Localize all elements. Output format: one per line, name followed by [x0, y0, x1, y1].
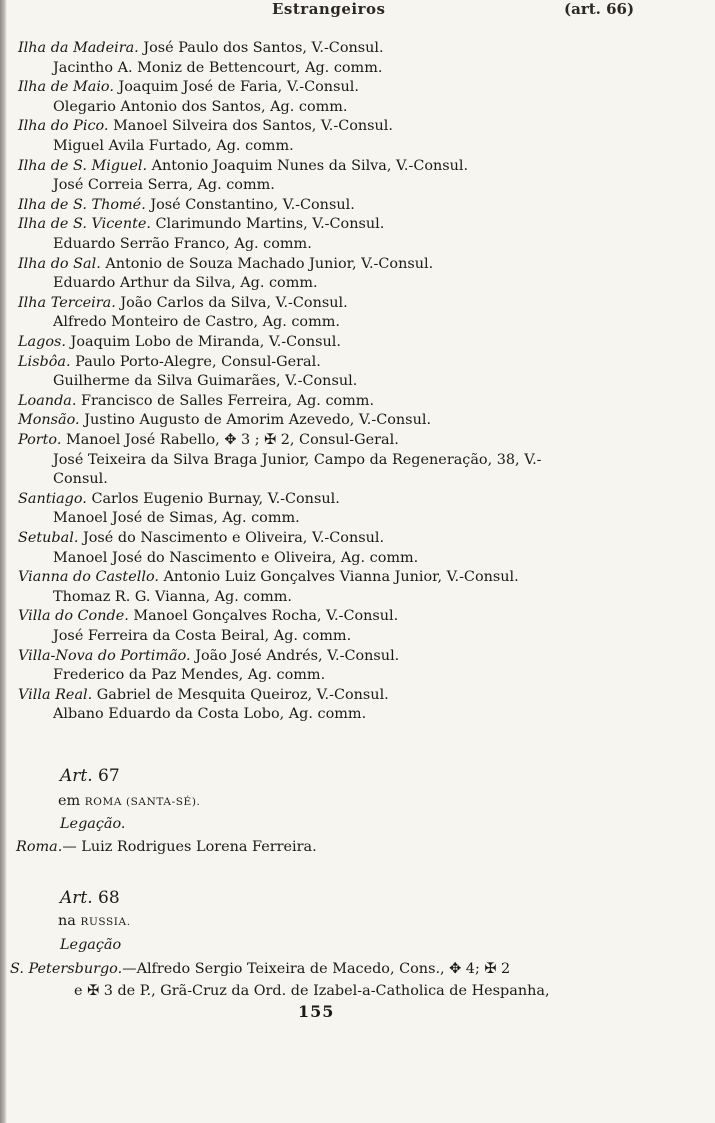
entry-text: José Ferreira da Costa Beiral, Ag. comm.: [53, 628, 352, 644]
consul-entry: [18, 392, 374, 412]
article-68-entry: [10, 960, 510, 980]
article-label: Art.: [60, 766, 93, 786]
consul-entry: [18, 353, 321, 373]
entry-place: Setubal.: [18, 530, 79, 546]
entry-place: S. Petersburgo.: [10, 961, 123, 977]
consul-entry: [53, 588, 292, 608]
article-label: Art.: [60, 888, 93, 908]
page-binding-edge: [0, 0, 7, 1123]
consul-entry: [18, 490, 340, 510]
consul-entry: [53, 98, 348, 118]
entry-text: Eduardo Serrão Franco, Ag. comm.: [53, 236, 312, 252]
consul-entry: [53, 509, 300, 529]
entry-place: Ilha de S. Thomé.: [18, 196, 146, 213]
consul-entry: [53, 705, 366, 725]
entry-text: Antonio Luiz Gonçalves Vianna Junior, V.-Consul.: [158, 569, 519, 586]
entry-place: Santiago.: [18, 490, 87, 507]
entry-text: Manoel Silveira dos Santos, V.-Consul.: [108, 118, 393, 135]
entry-text: Joaquim Lobo de Miranda, V.-Consul.: [65, 334, 341, 350]
entry-text: Eduardo Arthur da Silva, Ag. comm.: [53, 275, 318, 292]
entry-text: José Constantino, V.-Consul.: [145, 196, 355, 213]
consul-entry: [18, 117, 393, 137]
consul-entry: [18, 157, 468, 177]
entry-text: Paulo Porto-Alegre, Consul-Geral.: [70, 353, 321, 370]
entry-text: José Teixeira da Silva Braga Junior, Campo da Regeneração, 38, V.-: [53, 451, 542, 468]
consul-entry: [18, 529, 384, 549]
entry-place: Lisbôa.: [18, 353, 71, 370]
consul-entry: [53, 451, 542, 471]
entry-place: Porto.: [18, 432, 62, 448]
entry-place: Villa do Conde.: [18, 608, 129, 625]
consul-entry: [18, 411, 431, 431]
location-preposition: na: [58, 913, 81, 929]
entry-place: Roma.: [16, 839, 63, 855]
consul-entry: [18, 568, 519, 588]
entry-place: Vianna do Castello.: [18, 569, 159, 586]
entry-text: Jacintho A. Moniz de Bettencourt, Ag. comm.: [53, 59, 383, 76]
article-67-legation: Legação.: [60, 816, 126, 832]
consul-entry: [53, 59, 382, 79]
entry-place: Ilha do Pico.: [18, 118, 109, 135]
entry-text: José do Nascimento e Oliveira, V.-Consul.: [78, 530, 385, 546]
consul-entry: [53, 666, 325, 686]
entry-text: João José Andrés, V.-Consul.: [190, 647, 400, 664]
entry-text: Manoel José do Nascimento e Oliveira, Ag. comm.: [53, 549, 419, 566]
entry-place: Ilha Terceira.: [18, 294, 116, 311]
consul-entry: [18, 686, 389, 706]
entry-place: Ilha de S. Vicente.: [18, 216, 151, 233]
article-68-continuation: e ✠ 3 de P., Grã-Cruz da Ord. de Izabel-a-Catholica de Hespanha,: [74, 983, 550, 999]
entry-text: Alfredo Monteiro de Castro, Ag. comm.: [53, 314, 340, 331]
entry-text: Antonio de Souza Machado Junior, V.-Consul.: [100, 255, 434, 272]
consul-entry: [18, 78, 359, 98]
entry-text: Antonio Joaquim Nunes da Silva, V.-Consul.: [147, 157, 469, 174]
entry-place: Ilha de S. Miguel.: [18, 157, 148, 174]
entry-place: Ilha de Maio.: [18, 79, 114, 96]
entry-place: Villa-Nova do Portimão.: [18, 647, 191, 664]
consul-entry: [18, 607, 398, 627]
entry-text: José Paulo dos Santos, V.-Consul.: [138, 40, 384, 56]
entry-text: Olegario Antonio dos Santos, Ag. comm.: [53, 98, 348, 115]
location-detail: (SANTA-SÉ).: [122, 796, 201, 808]
entry-text: Frederico da Paz Mendes, Ag. comm.: [53, 667, 326, 684]
entry-text: Miguel Avila Furtado, Ag. comm.: [53, 138, 294, 154]
consul-entry: [53, 137, 294, 157]
entry-text: Manoel José de Simas, Ag. comm.: [53, 510, 300, 527]
consul-entry: [18, 431, 399, 451]
entry-place: Ilha da Madeira.: [18, 40, 139, 56]
entry-text: Consul.: [53, 471, 108, 488]
consul-entry: [18, 647, 399, 667]
consul-entry: [18, 333, 341, 353]
entry-person: — Luiz Rodrigues Lorena Ferreira.: [62, 839, 317, 855]
entry-text: Thomaz R. G. Vianna, Ag. comm.: [53, 588, 292, 605]
location-country: ROMA: [84, 796, 122, 808]
article-68-location: [58, 912, 131, 932]
running-header: [0, 0, 715, 18]
header-article-ref: (art. 66): [564, 0, 635, 18]
consul-entry: [53, 470, 108, 490]
entry-place: Monsão.: [18, 412, 80, 429]
entry-place: Ilha do Sal.: [18, 255, 101, 272]
consul-entry: [53, 235, 312, 255]
location-country: RUSSIA.: [80, 916, 131, 928]
location-preposition: em: [58, 793, 85, 809]
article-68-legation: Legação: [60, 937, 122, 953]
consul-entry: [53, 176, 275, 196]
entry-text: Manoel Gonçalves Rocha, V.-Consul.: [128, 608, 399, 625]
article-68-heading: [60, 888, 120, 908]
article-67-heading: [60, 766, 120, 786]
entry-text: Francisco de Salles Ferreira, Ag. comm.: [76, 392, 375, 409]
consul-entry: [18, 215, 384, 235]
page-number: 155: [298, 1002, 335, 1021]
entry-person: —Alfredo Sergio Teixeira de Macedo, Cons., ✥ 4; ✠ 2: [122, 961, 511, 977]
consul-entry: [53, 274, 318, 294]
entry-place: Villa Real.: [18, 686, 93, 703]
entry-text: Justino Augusto de Amorim Azevedo, V.-Consul.: [79, 412, 432, 429]
article-67-entry: [16, 838, 317, 858]
article-67-location: [58, 792, 200, 812]
entry-place: Lagos.: [18, 334, 66, 350]
consul-entry: [18, 196, 355, 216]
entry-text: Guilherme da Silva Guimarães, V.-Consul.: [53, 373, 358, 390]
entry-text: Albano Eduardo da Costa Lobo, Ag. comm.: [53, 706, 367, 723]
consul-entry: [53, 627, 351, 647]
consul-entry: [53, 313, 340, 333]
entry-text: Manoel José Rabello, ✥ 3 ; ✠ 2, Consul-Geral.: [61, 432, 399, 448]
entry-text: Carlos Eugenio Burnay, V.-Consul.: [86, 490, 340, 507]
entry-text: João Carlos da Silva, V.-Consul.: [115, 294, 348, 311]
entry-text: Joaquim José de Faria, V.-Consul.: [113, 79, 359, 96]
consul-entry: [18, 255, 433, 275]
consul-entry: [53, 549, 418, 569]
consul-entry: [53, 372, 357, 392]
entry-text: Clarimundo Martins, V.-Consul.: [150, 216, 385, 233]
header-title: Estrangeiros: [272, 0, 386, 18]
article-number: 67: [98, 766, 120, 786]
entry-text: Gabriel de Mesquita Queiroz, V.-Consul.: [92, 686, 389, 703]
entry-place: Loanda.: [18, 392, 77, 409]
consul-entry: [18, 294, 348, 314]
entry-text: José Correia Serra, Ag. comm.: [53, 177, 275, 194]
consul-entry: [18, 39, 384, 59]
article-number: 68: [98, 888, 120, 908]
